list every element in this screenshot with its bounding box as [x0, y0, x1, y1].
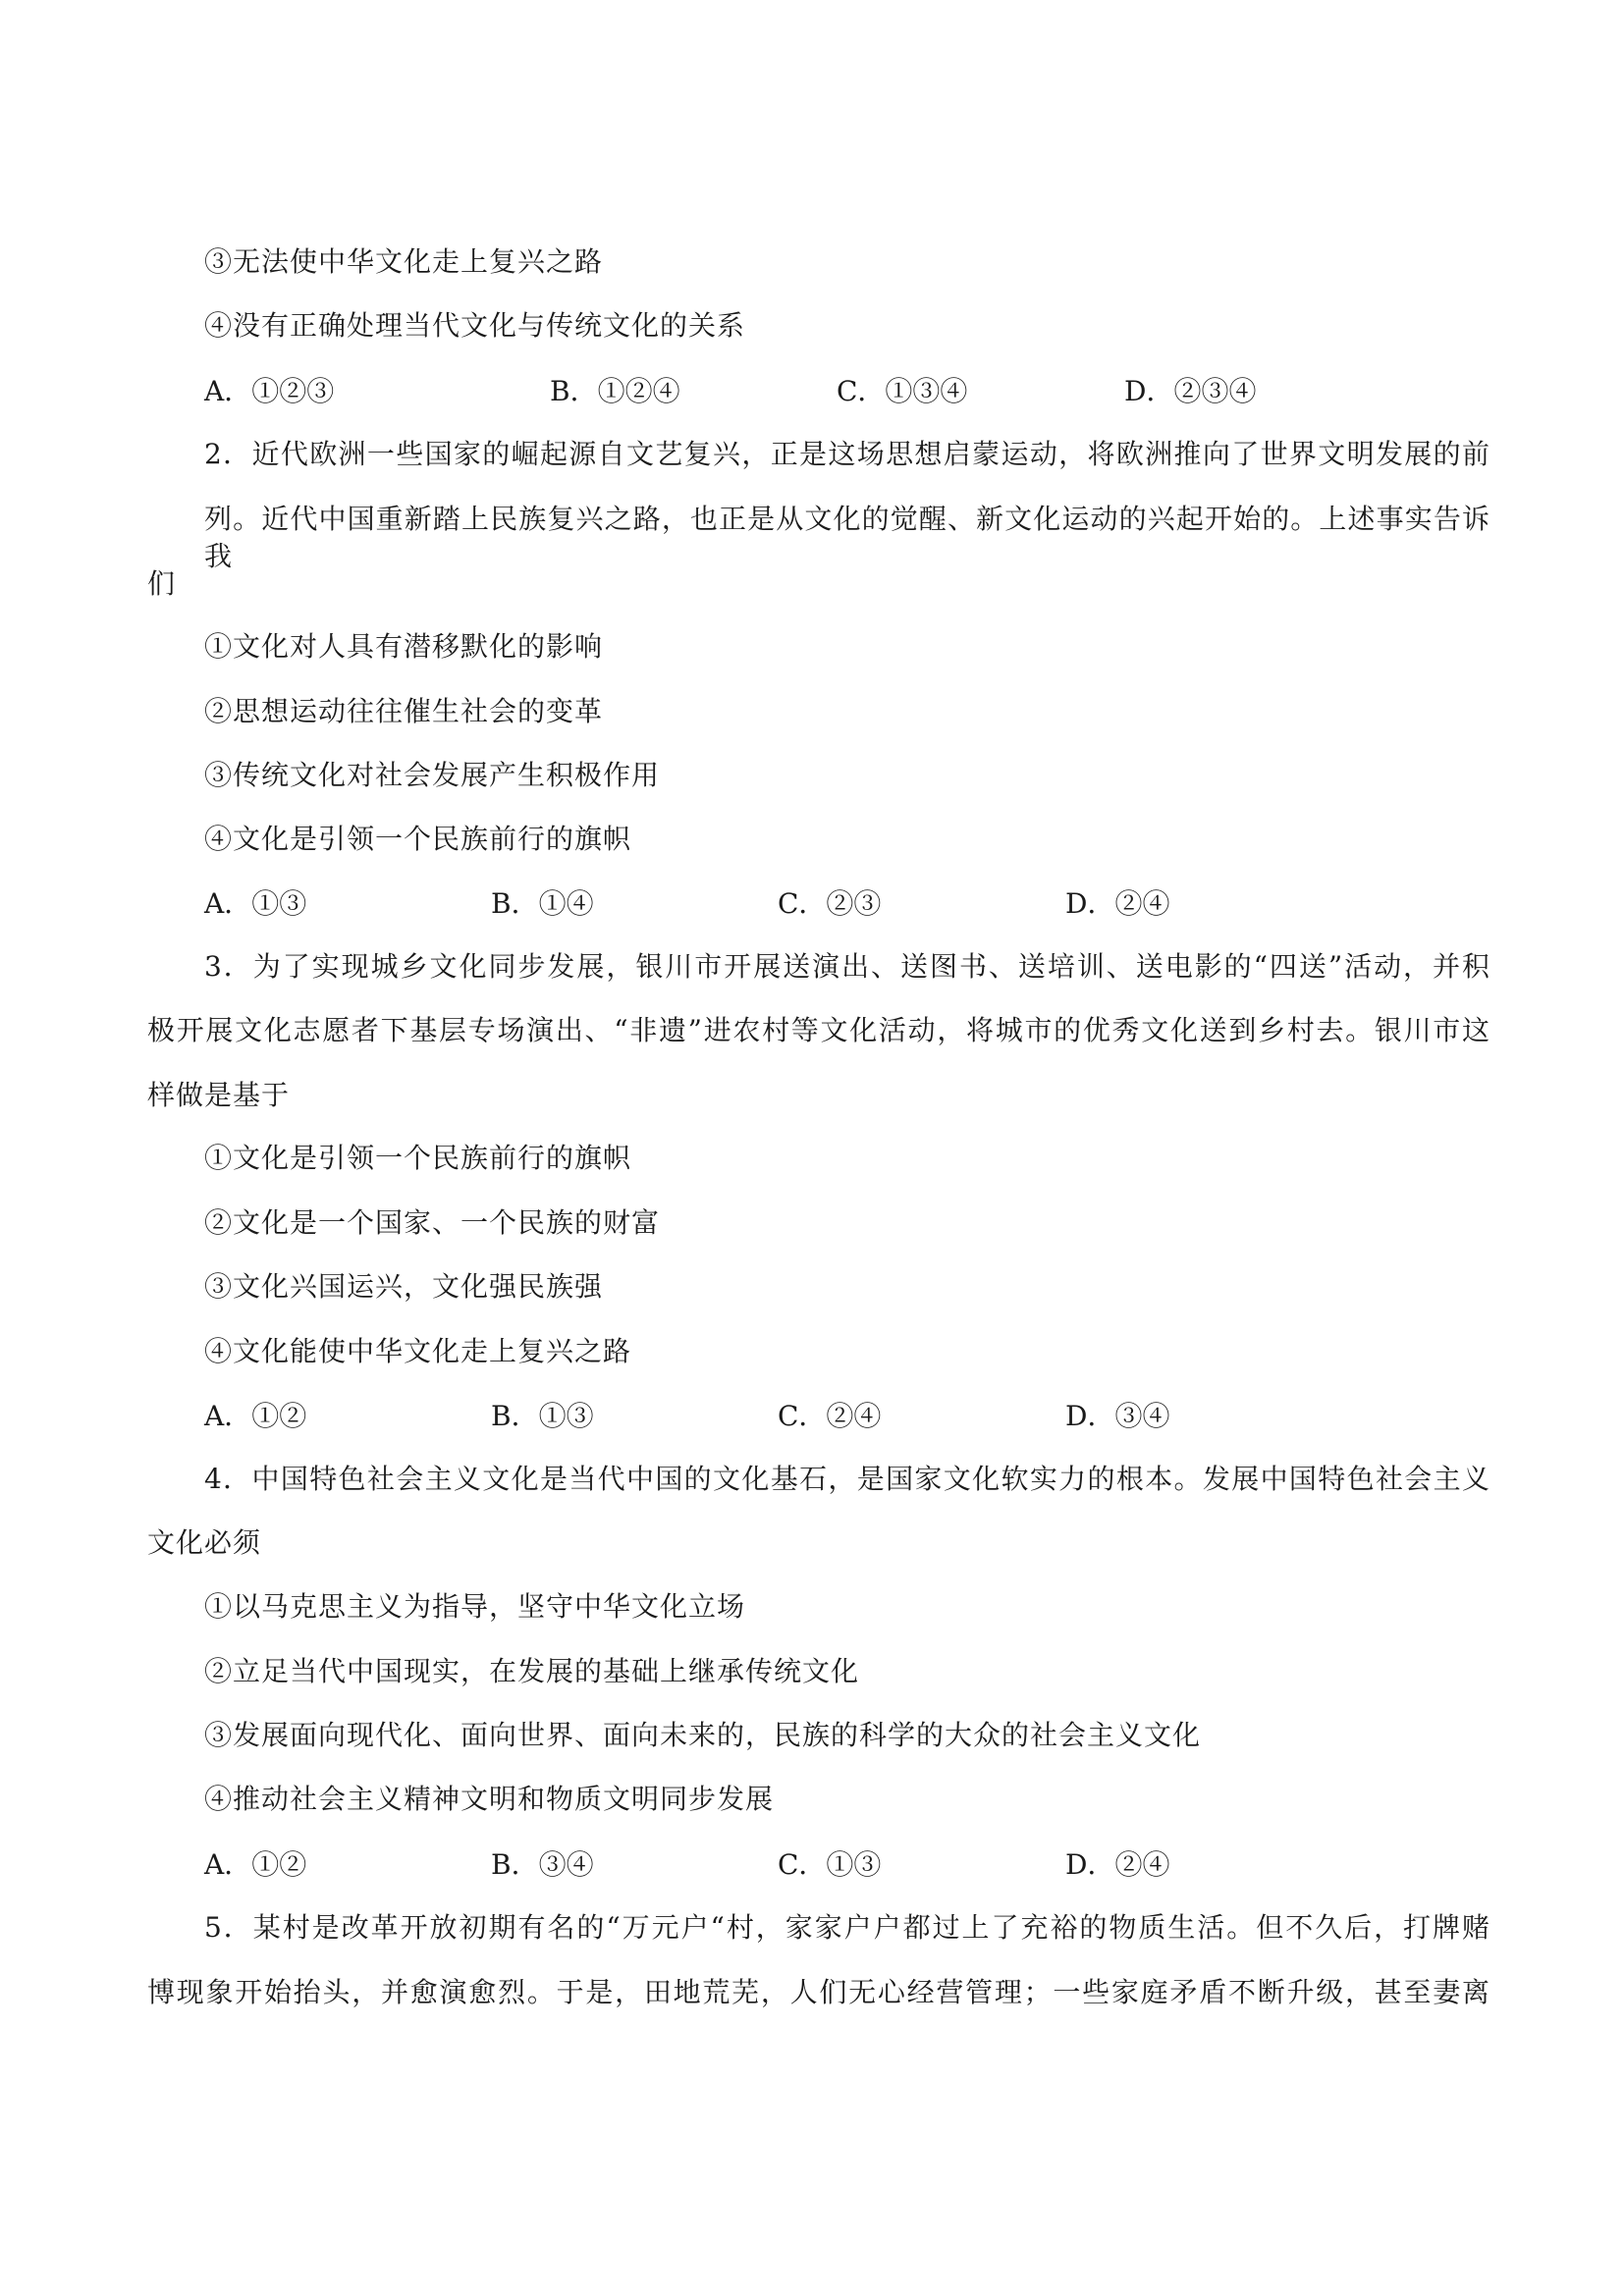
q3-option-c: C．②④ [778, 1400, 882, 1432]
q3-statement-4: ④文化能使中华文化走上复兴之路 [204, 1335, 632, 1367]
q4-statement-2: ②立足当代中国现实，在发展的基础上继承传统文化 [204, 1655, 860, 1687]
question-3-text-line-1: 3．为了实现城乡文化同步发展，银川市开展送演出、送图书、送培训、送电影的“四送”活动，并积 [204, 950, 1490, 983]
question-3-text-line-3: 样做是基于 [147, 1079, 291, 1111]
q3-statement-3: ③文化兴国运兴，文化强民族强 [204, 1270, 604, 1303]
q4-option-b: B．③④ [491, 1848, 594, 1881]
q2-statement-3: ③传统文化对社会发展产生积极作用 [204, 759, 661, 791]
question-2-text-line-3: 们 [147, 567, 177, 600]
q2-option-a: A．①③ [204, 887, 307, 920]
q4-statement-3: ③发展面向现代化、面向世界、面向未来的，民族的科学的大众的社会主义文化 [204, 1719, 1202, 1751]
question-5-text-line-2: 博现象开始抬头，并愈演愈烈。于是，田地荒芜，人们无心经营管理；一些家庭矛盾不断升级，甚至妻离 [147, 1976, 1490, 2008]
q2-option-b: B．①④ [491, 887, 594, 920]
q3-option-d: D．③④ [1065, 1400, 1170, 1432]
q2-statement-4: ④文化是引领一个民族前行的旗帜 [204, 823, 632, 855]
q4-statement-4: ④推动社会主义精神文明和物质文明同步发展 [204, 1783, 775, 1815]
q3-statement-1: ①文化是引领一个民族前行的旗帜 [204, 1142, 632, 1174]
statement-4: ④没有正确处理当代文化与传统文化的关系 [204, 309, 746, 342]
question-4-text-line-2: 文化必须 [147, 1526, 262, 1559]
option-c: C．①③④ [837, 375, 968, 407]
q2-option-d: D．②④ [1065, 887, 1170, 920]
option-b: B．①②④ [550, 375, 680, 407]
q3-option-b: B．①③ [491, 1400, 594, 1432]
q4-option-c: C．①③ [778, 1848, 882, 1881]
question-5-text-line-1: 5．某村是改革开放初期有名的“万元户“村，家家户户都过上了充裕的物质生活。但不久后，打牌赌 [204, 1911, 1490, 1944]
q4-option-d: D．②④ [1065, 1848, 1170, 1881]
q2-statement-1: ①文化对人具有潜移默化的影响 [204, 630, 604, 663]
option-d: D．②③④ [1124, 375, 1257, 407]
question-2-text-line-1: 2．近代欧洲一些国家的崛起源自文艺复兴，正是这场思想启蒙运动，将欧洲推向了世界文明发展的前 [204, 438, 1490, 470]
q2-option-c: C．②③ [778, 887, 882, 920]
q4-option-a: A．①② [204, 1848, 307, 1881]
q2-statement-2: ②思想运动往往催生社会的变革 [204, 695, 604, 727]
question-3-text-line-2: 极开展文化志愿者下基层专场演出、“非遗”进农村等文化活动，将城市的优秀文化送到乡村去。银川市这 [147, 1014, 1490, 1046]
statement-3: ③无法使中华文化走上复兴之路 [204, 245, 604, 278]
option-a: A．①②③ [204, 375, 335, 407]
question-2-text-line-2: 列。近代中国重新踏上民族复兴之路，也正是从文化的觉醒、新文化运动的兴起开始的。上述事实告诉我 [204, 503, 1490, 572]
q4-statement-1: ①以马克思主义为指导，坚守中华文化立场 [204, 1590, 746, 1623]
q3-statement-2: ②文化是一个国家、一个民族的财富 [204, 1206, 661, 1239]
question-4-text-line-1: 4．中国特色社会主义文化是当代中国的文化基石，是国家文化软实力的根本。发展中国特色社会主义 [204, 1463, 1490, 1495]
q3-option-a: A．①② [204, 1400, 307, 1432]
